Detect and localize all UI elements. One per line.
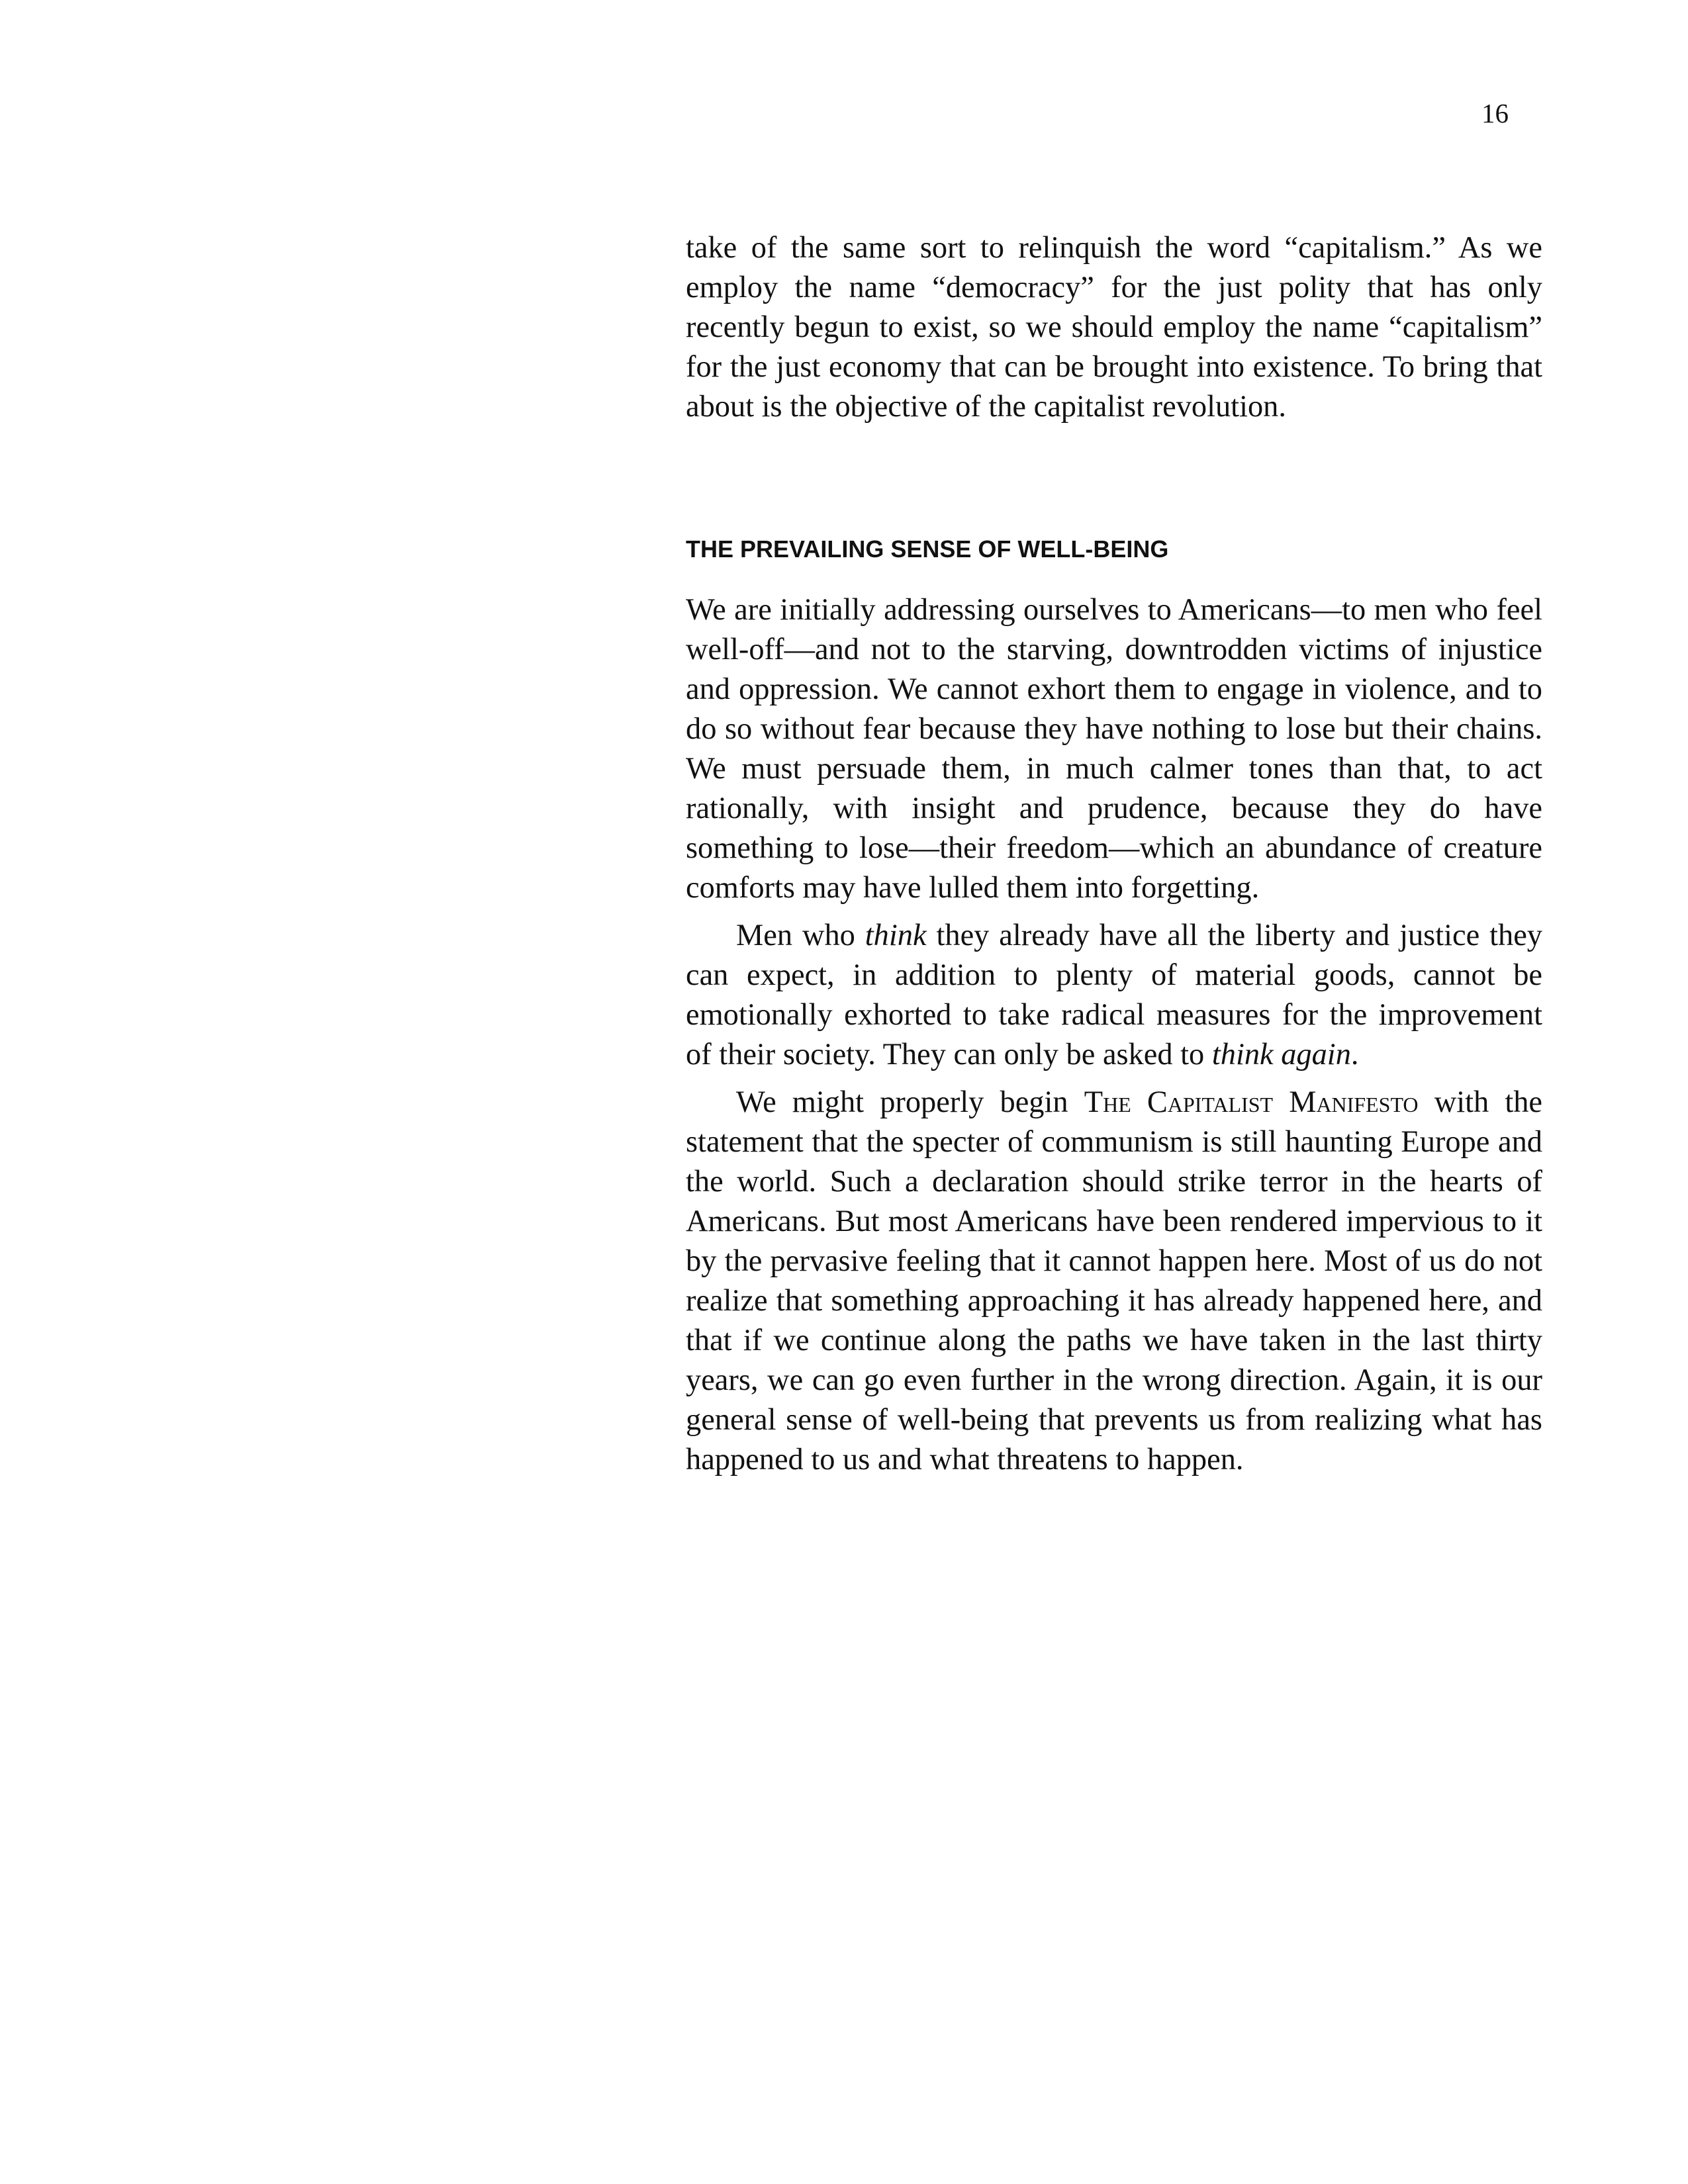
paragraph-3-text-1: We might properly begin — [736, 1085, 1084, 1119]
section-paragraph-1: We are initially addressing ourselves to Americans––to men who feel well-off––and not to the starving, downtrodden victims of injustice and oppression. We cannot exhort them to engage in violence, and to do so without fear because they have nothing to lose but their chains. We must persuade them, in much calmer tones than that, to act rationally, with insight and prudence, because they do have something to lose––their freedom––which an abundance of creature comforts may have lulled them into forgetting. — [686, 593, 1542, 905]
paragraph-2-text-2: they already have all the liberty and justice they can expect, in addition to plenty of material goods, cannot be emotionally exhorted to take radical measures for the improvement of their society. They can only be asked to — [686, 919, 1542, 1071]
paragraph-2-emphasis-think: think — [865, 919, 927, 952]
paragraph-3-text-2: with the statement that the specter of communism is still haunting Europe and the world. Such a declaration should strike terror in the hearts of Americans. But most Americans have been rendered impervious to it by the pervasive feeling that it cannot happen here. Most of us do not realize that something approaching it has already happened here, and that if we continue along the paths we have taken in the last thirty years, we can go even further in the wrong direction. Again, it is our general sense of well-being that prevents us from realizing what has happened to us and what threatens to happen. — [686, 1085, 1542, 1477]
page-number: 16 — [1481, 98, 1509, 128]
section-paragraph-2 — [686, 916, 1542, 1075]
book-title-small-caps: The Capitalist Manifesto — [1084, 1085, 1419, 1119]
paragraph-2-text-3: . — [1350, 1038, 1359, 1071]
text-column — [686, 228, 1542, 1480]
paragraph-2-text-1: Men who — [736, 919, 865, 952]
paragraph-2-emphasis-think-again: think again — [1211, 1038, 1351, 1071]
section-paragraph-3 — [686, 1083, 1542, 1480]
section-heading: THE PREVAILING SENSE OF WELL-BEING — [686, 535, 1169, 563]
opening-paragraph: take of the same sort to relinquish the word “capitalism.” As we employ the name “democracy” for the just polity that has only recently begun to exist, so we should employ the name “capitalism” for the just economy that can be brought into existence. To bring that about is the objective of the capitalist revolution. — [686, 231, 1542, 424]
